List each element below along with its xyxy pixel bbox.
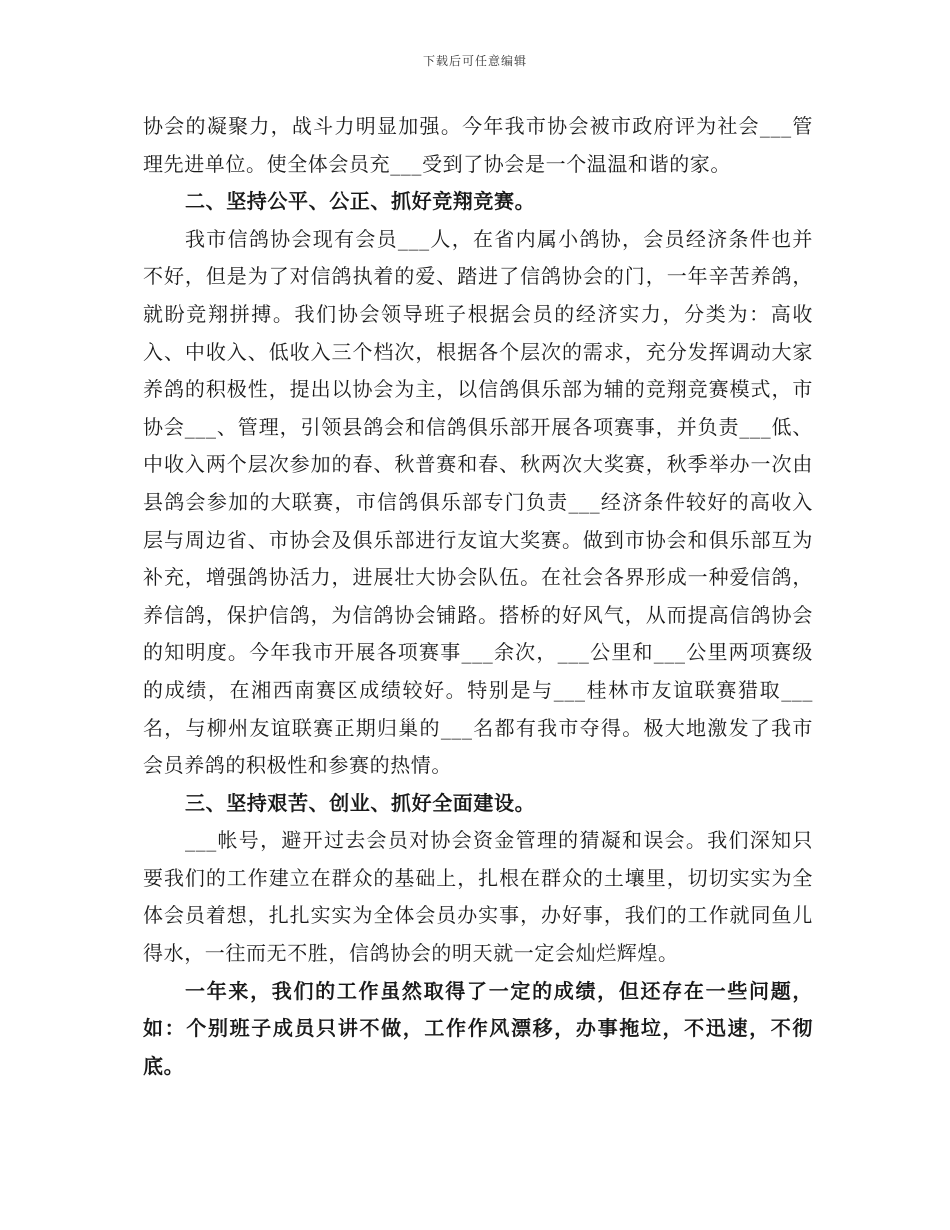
section-heading-2: 二、坚持公平、公正、抓好竞翔竞赛。 xyxy=(185,189,536,214)
document-body xyxy=(143,108,813,1085)
page-header: 下载后可任意编辑 xyxy=(422,54,527,68)
paragraph-problems: 一年来，我们的工作虽然取得了一定的成绩，但还存在一些问题，如：个别班子成员只讲不做，工作作风漂移，办事拖垃，不迅速，不彻底。 xyxy=(143,978,813,1078)
paragraph-construction: ___帐号，避开过去会员对协会资金管理的猜凝和误会。我们深知只要我们的工作建立在群众的基础上，扎根在群众的土壤里，切切实实为全体会员着想，扎扎实实为全体会员办实事，办好事，我们的工作就同鱼儿得水，一往而无不胜，信鸽协会的明天就一定会灿烂辉煌。 xyxy=(143,828,813,966)
section-heading-3: 三、坚持艰苦、创业、抓好全面建设。 xyxy=(185,790,536,815)
paragraph-competition: 我市信鸽协会现有会员___人，在省内属小鸽协，会员经济条件也并不好，但是为了对信鸽执着的爱、踏进了信鸽协会的门，一年辛苦养鸽，就盼竞翔拼搏。我们协会领导班子根据会员的经济实力，分类为：高收入、中收入、低收入三个档次，根据各个层次的需求，充分发挥调动大家养鸽的积极性，提出以协会为主，以信鸽俱乐部为辅的竞翔竞赛模式，市协会___、管理，引领县鸽会和信鸽俱乐部开展各项赛事，并负责___低、中收入两个层次参加的春、秋普赛和春、秋两次大奖赛，秋季举办一次由县鸽会参加的大联赛，市信鸽俱乐部专门负责___经济条件较好的高收入层与周边省、市协会及俱乐部进行友谊大奖赛。做到市协会和俱乐部互为补充，增强鸽协活力，进展壮大协会队伍。在社会各界形成一种爱信鸽，养信鸽，保护信鸽，为信鸽协会铺路。搭桥的好风气，从而提高信鸽协会的知明度。今年我市开展各项赛事___余次，___公里和___公里两项赛级的成绩，在湘西南赛区成绩较好。特别是与___桂林市友谊联赛猎取___名，与柳州友谊联赛正期归巢的___名都有我市夺得。极大地激发了我市会员养鸽的积极性和参赛的热情。 xyxy=(143,226,813,778)
paragraph-continuation: 协会的凝聚力，战斗力明显加强。今年我市协会被市政府评为社会___管理先进单位。使全体会员充___受到了协会是一个温温和谐的家。 xyxy=(143,114,813,176)
